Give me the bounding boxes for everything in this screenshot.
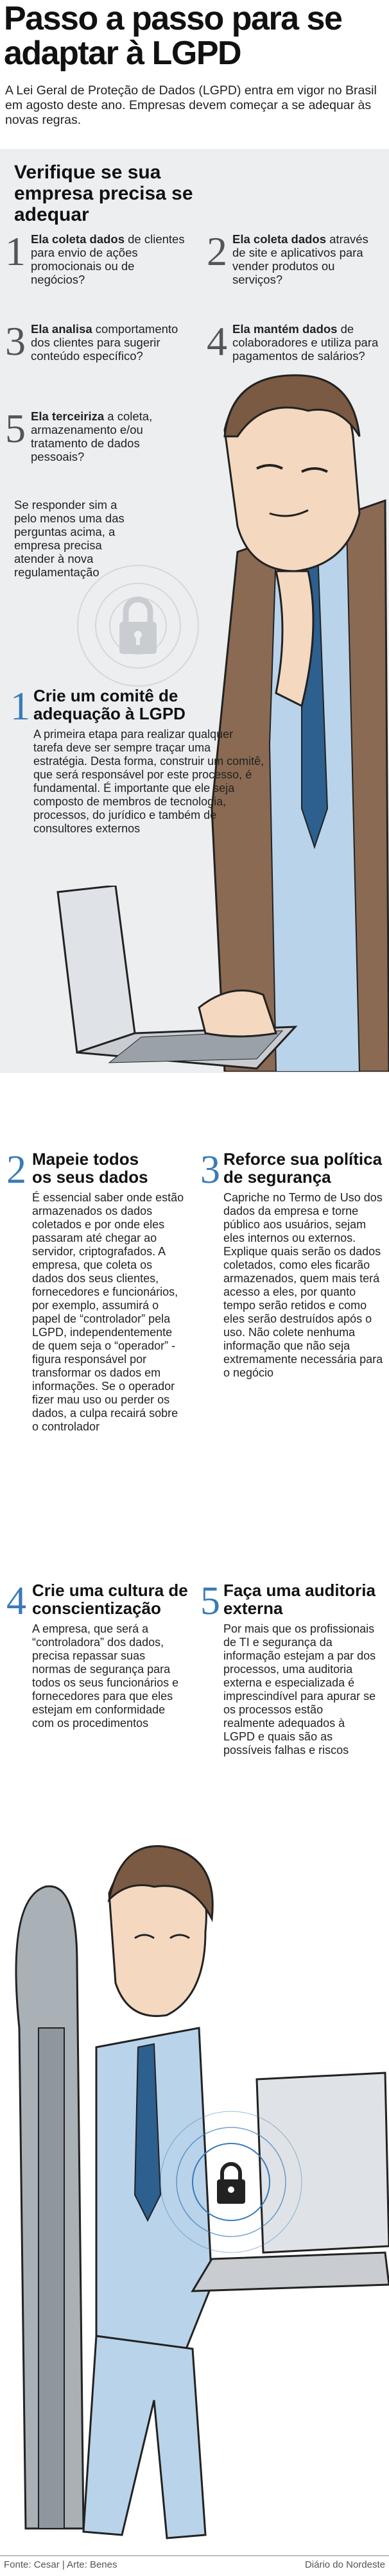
intro-text: A Lei Geral de Proteção de Dados (LGPD) entra em vigor no Brasil em agosto deste ano. Empresas devem começar a se adequar às novas regras. bbox=[5, 83, 377, 127]
step-number-5: 5 bbox=[200, 1579, 220, 1623]
question-5-bold: Ela terceiriza bbox=[31, 409, 105, 423]
laptop-illustration bbox=[45, 886, 302, 1072]
step-5-title: Faça uma auditoria externa bbox=[223, 1581, 376, 1618]
question-1 bbox=[31, 232, 191, 286]
step-3-title: Reforce sua política de segurança bbox=[223, 1149, 383, 1187]
step-number-4: 4 bbox=[6, 1579, 26, 1623]
question-3-bold: Ela analisa bbox=[31, 322, 92, 336]
question-4 bbox=[232, 322, 384, 363]
step-number-3: 3 bbox=[200, 1148, 220, 1192]
question-2 bbox=[232, 232, 384, 286]
question-number-5: 5 bbox=[5, 406, 26, 451]
step-4-body: A empresa, que será a “controladora” dos dados, precisa repassar suas normas de segurança para todos os seus funcionários e fornecedores para que eles estejam em conformidade com os procedimentos bbox=[32, 1622, 179, 1730]
question-4-text: de colaboradores e utiliza para pagamentos de salários? bbox=[232, 322, 379, 363]
step-number-2: 2 bbox=[6, 1148, 26, 1192]
checklist-title: Verifique se sua empresa precisa se adequar bbox=[14, 162, 193, 225]
man-at-computer-illustration bbox=[0, 1835, 389, 2548]
question-3-text: comportamento dos clientes para sugerir conteúdo específico? bbox=[31, 322, 178, 363]
question-2-bold: Ela coleta dados bbox=[232, 232, 326, 246]
step-2-title: Mapeie todos os seus dados bbox=[32, 1149, 148, 1187]
question-2-text: através de site e aplicativos para vender produtos ou serviços? bbox=[232, 232, 368, 286]
question-5 bbox=[31, 409, 153, 463]
lock-icon bbox=[117, 594, 159, 658]
question-3 bbox=[31, 322, 191, 363]
question-4-bold: Ela mantém dados bbox=[232, 322, 338, 336]
question-number-4: 4 bbox=[207, 318, 227, 364]
step-4-title: Crie uma cultura de conscientização bbox=[32, 1581, 188, 1618]
step-2-body: É essencial saber onde estão armazenados os dados coletados e por onde eles passaram até chegar ao servidor, criptografados. A empresa, que coleta os dados dos seus clientes, fornecedores e funcionários, por exemplo, assumirá o papel de “controlador” pela LGPD, independentemente de quem seja o “operador” - figura responsável por transformar os dados em informações. Se o operador fizer mau uso ou perder os dados, a culpa recairá sobre o controlador bbox=[32, 1191, 184, 1433]
step-1-body: A primeira etapa para realizar qualquer tarefa deve ser sempre traçar uma estratégia. Desta forma, construir um comitê, que será responsável por este processo, é fundamental. É importante que ele seja composto de membros de tecnologia, processos, do jurídico e também de consultores externos bbox=[33, 728, 264, 835]
question-1-bold: Ela coleta dados bbox=[31, 232, 125, 246]
question-number-3: 3 bbox=[5, 318, 26, 364]
step-3-body: Capriche no Termo de Uso dos dados da empresa e torne público aos usuários, sejam eles internos ou externos. Explique quais serão os dados coletados, como eles ficarão armazenados, quem mais terá acesso a eles, por quanto tempo serão retidos e como eles serão destruídos após o uso. Não colete nenhuma informação que não seja extremamente necessária para o negócio bbox=[223, 1191, 383, 1379]
step-1-title: Crie um comitê de adequação à LGPD bbox=[33, 686, 186, 723]
padlock-screen-icon bbox=[216, 2161, 246, 2205]
question-number-1: 1 bbox=[5, 228, 26, 274]
step-5-body: Por mais que os profissionais de TI e segurança da informação estejam a par dos processos, uma auditoria externa e especializada é imprescindível para apurar se os processos estão realmente adequados à LGPD e quais são as possíveis falhas e riscos bbox=[223, 1622, 376, 1756]
footer-credits: Fonte: Cesar | Arte: Benes bbox=[4, 2559, 117, 2570]
question-1-text: de clientes para envio de ações promocionais ou de negócios? bbox=[31, 232, 185, 286]
question-number-2: 2 bbox=[207, 228, 227, 274]
page-title: Passo a passo para se adaptar à LGPD bbox=[4, 0, 342, 72]
question-5-text: a coleta, armazenamento e/ou tratamento de dados pessoais? bbox=[31, 409, 153, 463]
checklist-conclusion: Se responder sim a pelo menos uma das perguntas acima, a empresa precisa atender à nova regulamentação bbox=[14, 498, 125, 579]
step-number-1: 1 bbox=[10, 685, 30, 728]
footer-publisher: Diário do Nordeste bbox=[304, 2559, 385, 2570]
footer-divider bbox=[0, 2555, 389, 2556]
